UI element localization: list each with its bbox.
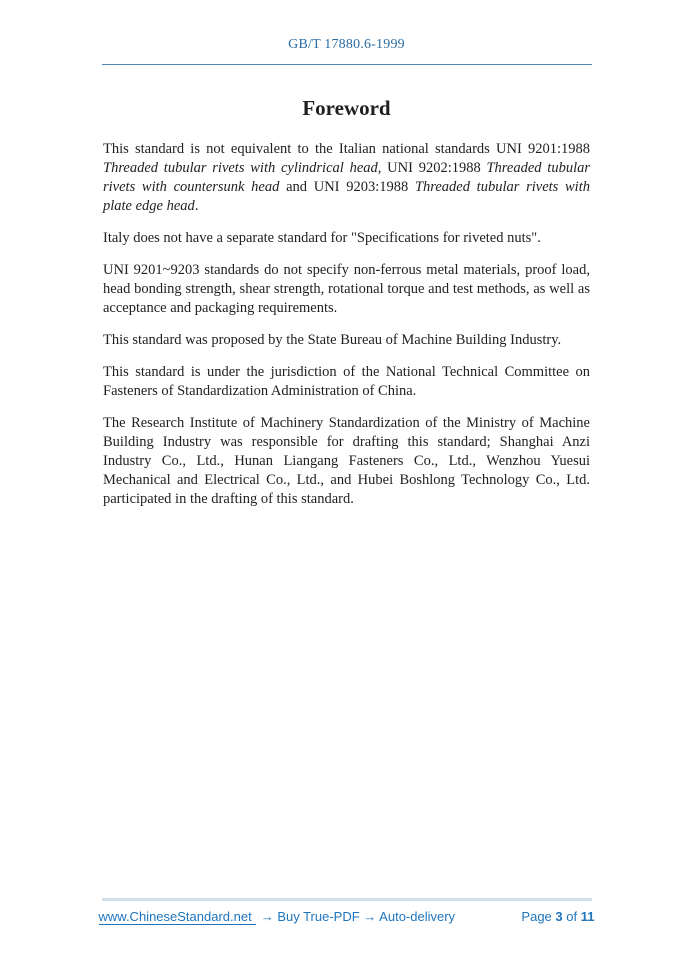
text-run: UNI 9201~9203 standards do not specify non-ferrous metal materials, proof load, head bonding strength, shear strength, rotational torque and test methods, as well as acceptance and packaging requirements. <box>103 262 590 316</box>
current-page-number: 3 <box>555 909 563 924</box>
text-run: This standard is under the jurisdiction of the National Technical Committee on Fasteners of Standardization Administration of China. <box>103 364 590 399</box>
footer-tagline: → Buy True-PDF → Auto-delivery <box>260 909 456 924</box>
paragraph <box>103 140 590 216</box>
text-run: The Research Institute of Machinery Standardization of the Ministry of Machine Building Industry was responsible for drafting this standard; Shanghai Anzi Industry Co., Ltd., Hunan Liangang Fasteners Co., Ltd., Wenzhou Yuesui Mechanical and Electrical Co., Ltd., and Hubei Boshlong Technology Co., Ltd. participated in the drafting of this standard. <box>103 415 590 507</box>
text-run: , UNI 9202:1988 <box>377 160 487 176</box>
italic-text-run: Threaded tubular rivets with plate edge head <box>103 179 590 214</box>
footer-left <box>99 909 456 924</box>
document-body <box>103 95 590 509</box>
paragraph <box>103 331 590 350</box>
text-run: This standard was proposed by the State Bureau of Machine Building Industry. <box>103 332 562 348</box>
paragraph <box>103 414 590 509</box>
header-divider <box>102 64 592 65</box>
page-title: Foreword <box>302 96 391 120</box>
paragraph <box>103 229 590 248</box>
footer-divider <box>102 898 592 901</box>
paragraph <box>103 363 590 401</box>
italic-text-run: Threaded tubular rivets with cylindrical head <box>103 160 378 176</box>
italic-text-run: Threaded tubular rivets with countersunk head <box>103 160 590 195</box>
page-header <box>0 0 693 65</box>
paragraph <box>103 261 590 318</box>
page-word: Page <box>521 909 552 924</box>
of-word: of <box>566 909 578 924</box>
website-link[interactable]: www.ChineseStandard.net <box>99 909 256 925</box>
text-run: Italy does not have a separate standard for "Specifications for riveted nuts". <box>103 230 541 246</box>
document-paragraphs <box>103 140 590 509</box>
footer-row <box>99 909 595 924</box>
total-page-number: 11 <box>580 909 595 924</box>
text-run: . <box>194 198 199 214</box>
text-run: and UNI 9203:1988 <box>279 179 415 195</box>
text-run: This standard is not equivalent to the Italian national standards UNI 9201:1988 <box>103 141 590 157</box>
standard-number: GB/T 17880.6-1999 <box>288 37 405 52</box>
page-footer <box>0 898 693 924</box>
page-indicator <box>521 909 594 924</box>
